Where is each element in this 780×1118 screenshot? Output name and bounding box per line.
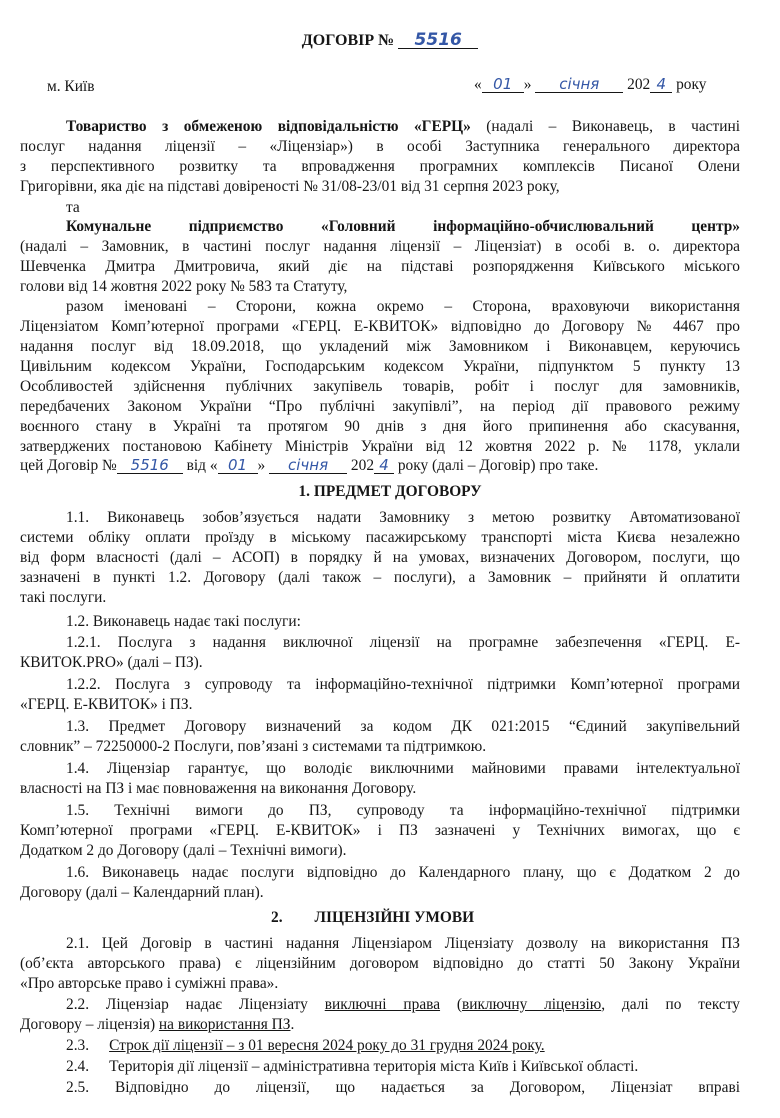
- clause-1-4-cont: власності на ПЗ і має повноваження на виконання Договору.: [20, 780, 417, 797]
- section-1-line: від форм власності (далі – АСОП) в порядку й на умовах, визначених Договором, послуги, що: [20, 549, 740, 566]
- preamble-and: та: [66, 199, 80, 216]
- clause-1-2-2-cont: «ГЕРЦ. Е-КВИТОК» і ПЗ.: [20, 696, 193, 713]
- clause-1-2-2: 1.2.2. Послуга з супроводу та інформаційно-технічної підтримки Комп’ютерної програми: [66, 676, 740, 693]
- section-1-line: 1.1. Виконавець зобов’язується надати Замовнику з метою розвитку Автоматизованої: [66, 509, 740, 526]
- section-2-heading: 2. ЛІЦЕНЗІЙНІ УМОВИ: [271, 909, 475, 926]
- clause-1-5-cont: Додатком 2 до Договору (далі – Технічні вимоги).: [20, 842, 347, 859]
- contract-number-inline-handwritten: 5516: [117, 457, 183, 474]
- section-1-line: зазначені в пункті 1.2. Договору (далі також – послуги), а Замовник – прийняти й оплатити: [20, 569, 740, 586]
- preamble-line: Цивільним кодексом України, Господарським кодексом України, підпунктом 5 пункту 13: [20, 358, 740, 375]
- clause-2-2: 2.2. Ліцензіар надає Ліцензіату виключні права (виключну ліцензію, далі по тексту: [66, 996, 740, 1013]
- clause-2-2-cont: Договору – ліцензія) на використання ПЗ.: [20, 1016, 295, 1033]
- inline-day-handwritten: 01: [218, 457, 258, 474]
- preamble-line: з перспективного розвитку та впровадження програмних комплексів Писаної Олени: [20, 158, 740, 175]
- preamble-line: передбачених Законом України “Про публічні закупівлі”, на період дії правового режиму: [20, 398, 740, 415]
- preamble-final-line: цей Договір № 5516 від « 01 » січня 202 4 року (далі – Договір) про таке.: [20, 456, 599, 474]
- clause-1-4: 1.4. Ліцензіар гарантує, що володіє виключними майновими правами інтелектуальної: [66, 760, 740, 777]
- preamble-line: (надалі – Замовник, в частині послуг надання ліцензії – Ліцензіат) в особі в. о. директора: [20, 238, 740, 255]
- preamble-line: Шевченка Дмитра Дмитровича, який діє на підставі розпорядження Київського міського: [20, 258, 740, 275]
- section-1-heading: 1. ПРЕДМЕТ ДОГОВОРУ: [298, 483, 482, 500]
- clause-1-6: 1.6. Виконавець надає послуги відповідно до Календарного плану, що є Додатком 2 до: [66, 864, 740, 881]
- contract-date: « 01 » січня 202 4 року: [474, 75, 707, 93]
- preamble-line: голови від 14 жовтня 2022 року № 583 та Статуту,: [20, 278, 348, 295]
- date-year-handwritten: 4: [650, 76, 672, 93]
- date-month-handwritten: січня: [535, 76, 623, 93]
- clause-2-4: 2.4. Територія дії ліцензії – адміністративна територія міста Київ і Київської області.: [66, 1058, 639, 1075]
- section-1-line: системи обліку оплати проїзду в міському пасажирському транспорті міста Києва незалежно: [20, 529, 740, 546]
- clause-1-2-1-cont: КВИТОК.PRO» (далі – ПЗ).: [20, 654, 203, 671]
- preamble-line: разом іменовані – Сторони, кожна окремо – Сторона, враховуючи використання: [66, 298, 740, 315]
- date-day-handwritten: 01: [482, 76, 524, 93]
- customer-name: Комунальне підприємство «Головний інформаційно-обчислювальний центр»: [66, 218, 740, 235]
- clause-1-2: 1.2. Виконавець надає такі послуги:: [66, 613, 301, 630]
- clause-2-5: 2.5. Відповідно до ліцензії, що надається за Договором, Ліцензіат вправі: [66, 1079, 740, 1096]
- clause-2-3: 2.3. Строк дії ліцензії – з 01 вересня 2024 року до 31 грудня 2024 року.: [66, 1037, 545, 1054]
- clause-1-3-cont: словник” – 72250000-2 Послуги, пов’язані з системами та підтримкою.: [20, 738, 487, 755]
- inline-year-handwritten: 4: [374, 457, 394, 474]
- preamble-line: воєнного стану в Україні та протягом 90 днів з дня його припинення або скасування,: [20, 418, 740, 435]
- city: м. Київ: [47, 78, 95, 95]
- preamble-line: затверджених постановою Кабінету Міністрів України від 12 жовтня 2022 р. № 1178, уклали: [20, 438, 740, 455]
- clause-1-6-cont: Договору (далі – Календарний план).: [20, 884, 264, 901]
- clause-1-5-cont: Комп’ютерної програми «ГЕРЦ. Е-КВИТОК» і ПЗ зазначені у Технічних вимогах, що є: [20, 822, 740, 839]
- document-title: [0, 31, 780, 51]
- preamble-line: Особливостей здійснення публічних закупівель товарів, робіт і послуг для замовників,: [20, 378, 740, 395]
- clause-1-2-1: 1.2.1. Послуга з надання виключної ліцензії на програмне забезпечення «ГЕРЦ. Е-: [66, 634, 740, 651]
- contract-number-handwritten: 5516: [398, 32, 478, 49]
- clause-2-1-cont: (об’єкта авторського права) є ліцензійним договором відповідно до статті 50 Закону України: [20, 955, 740, 972]
- clause-1-5: 1.5. Технічні вимоги до ПЗ, супроводу та інформаційно-технічної підтримки: [66, 802, 740, 819]
- preamble-line: Ліцензіатом Комп’ютерної програми «ГЕРЦ. Е-КВИТОК» відповідно до Договору № 4467 про: [20, 318, 740, 335]
- preamble-line: надання послуг від 18.09.2018, що укладений між Замовником і Виконавцем, керуючись: [20, 338, 740, 355]
- executor-name: Товариство з обмеженою відповідальністю «ГЕРЦ»: [66, 118, 471, 135]
- clause-1-3: 1.3. Предмет Договору визначений за кодом ДК 021:2015 “Єдиний закупівельний: [66, 718, 740, 735]
- inline-month-handwritten: січня: [269, 457, 347, 474]
- clause-2-1: 2.1. Цей Договір в частині надання Ліцензіаром Ліцензіату дозволу на використання ПЗ: [66, 935, 740, 952]
- preamble-line: послуг надання ліцензії – «Ліцензіар») в особі Заступника генерального директора: [20, 138, 740, 155]
- preamble-line: Григорівни, яка діє на підставі довіреності № 31/08-23/01 від 31 серпня 2023 року,: [20, 178, 560, 195]
- title-text: ДОГОВІР №: [301, 32, 395, 49]
- preamble-line: Товариство з обмеженою відповідальністю «ГЕРЦ» (надалі – Виконавець, в частині: [66, 118, 740, 135]
- clause-2-1-cont: «Про авторське право і суміжні права».: [20, 975, 279, 992]
- section-1-line: такі послуги.: [20, 589, 107, 606]
